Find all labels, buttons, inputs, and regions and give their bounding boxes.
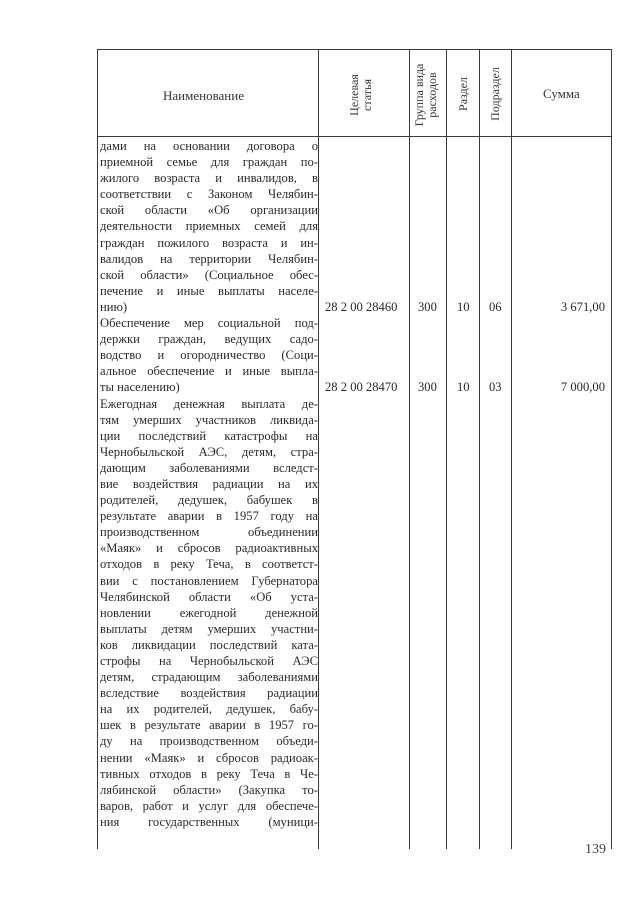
header-amount: Сумма: [543, 86, 580, 101]
description-line: Челябинской области «Об уста-: [100, 589, 318, 604]
description-line: тям умерших участников ликвида-: [100, 412, 318, 427]
description-line: альное обеспечение и иные выпла-: [100, 364, 318, 379]
row-1-subsection: 06: [489, 300, 502, 314]
description-line: производственном объединении: [100, 525, 318, 540]
description-line: выплаты детям умерших участни-: [100, 621, 318, 636]
row-2-subsection: 03: [489, 380, 502, 394]
description-line: ду на производственном объеди-: [100, 734, 318, 749]
description-line: Обеспечение мер социальной под-: [100, 316, 318, 331]
description-line: родителей, дедушек, бабушек в: [100, 493, 318, 508]
description-text: [100, 138, 318, 830]
column-divider-right-edge: [611, 49, 612, 849]
row-2-expense-group: 300: [418, 380, 437, 394]
description-line: Чернобыльской АЭС, детям, стра-: [100, 444, 318, 459]
description-line: приемной семье для граждан по-: [100, 155, 318, 170]
description-line: ков ликвидации последствий ката-: [100, 637, 318, 652]
description-line: отходов в реку Теча, в соответст-: [100, 557, 318, 572]
description-line: новлении ежегодной денежной: [100, 605, 318, 620]
description-line: валидов на территории Челябин-: [100, 251, 318, 266]
row-1-section: 10: [457, 300, 470, 314]
description-line: вие воздействия радиации на их: [100, 476, 318, 491]
description-line: ции последствий катастрофы на: [100, 428, 318, 443]
description-line: граждан пожилого возраста и ин-: [100, 235, 318, 250]
description-line: детям, страдающим заболеваниями: [100, 670, 318, 685]
description-line: лябинской области» (Закупка то-: [100, 782, 318, 797]
row-1-target-code: 28 2 00 28460: [325, 300, 398, 314]
description-line: ния государственных (муници-: [100, 814, 318, 829]
description-line: тивных отходов в реку Теча в Че-: [100, 766, 318, 781]
description-line: дающим заболеваниями вследст-: [100, 460, 318, 475]
description-line: ты населению): [100, 380, 180, 395]
column-divider-name: [318, 49, 319, 849]
description-line: водство и огородничество (Соци-: [100, 348, 318, 363]
description-line: вследствие воздействия радиации: [100, 686, 318, 701]
row-1-expense-group: 300: [418, 300, 437, 314]
header-target-article: Целевая статья: [347, 74, 374, 116]
header-subsection: Подраздел: [488, 67, 502, 121]
description-line: нию): [100, 299, 128, 314]
description-line: вии с постановлением Губернатора: [100, 573, 318, 588]
description-line: дами на основании договора о: [100, 139, 318, 153]
description-line: ской области» (Социальное обес-: [100, 267, 318, 282]
description-line: нении «Маяк» и сбросов радиоак-: [100, 750, 318, 765]
description-line: «Маяк» и сбросов радиоактивных: [100, 541, 318, 556]
description-line: держки граждан, ведущих садо-: [100, 332, 318, 347]
description-line: жилого возраста и инвалидов, в: [100, 171, 318, 186]
header-section: Раздел: [456, 77, 470, 111]
row-1-amount: 3 671,00: [560, 300, 605, 314]
page-number: 139: [585, 842, 606, 857]
row-2-amount: 7 000,00: [560, 380, 605, 394]
description-line: результате аварии в 1957 году на: [100, 509, 318, 524]
description-line: строфы на Чернобыльской АЭС: [100, 654, 318, 668]
description-line: соответствии с Законом Челябин-: [100, 187, 318, 202]
row-2-target-code: 28 2 00 28470: [325, 380, 398, 394]
column-divider-subsection: [511, 49, 512, 849]
description-line: печение и иные выплаты населе-: [100, 283, 318, 298]
description-line: на их родителей, дедушек, бабу-: [100, 702, 318, 717]
description-line: деятельности приемных семей для: [100, 219, 318, 234]
header-name: Наименование: [163, 88, 244, 103]
header-expense-group: Группа вида расходов: [412, 63, 439, 127]
column-divider-section: [479, 49, 480, 849]
description-line: Ежегодная денежная выплата де-: [100, 396, 318, 411]
column-divider-group: [446, 49, 447, 849]
description-line: варов, работ и услуг для обеспече-: [100, 798, 318, 813]
row-2-section: 10: [457, 380, 470, 394]
description-line: ской области «Об организации: [100, 203, 318, 218]
column-divider-code: [409, 49, 410, 849]
description-line: шек в результате аварии в 1957 го-: [100, 718, 318, 733]
column-divider-left-edge: [97, 49, 98, 849]
